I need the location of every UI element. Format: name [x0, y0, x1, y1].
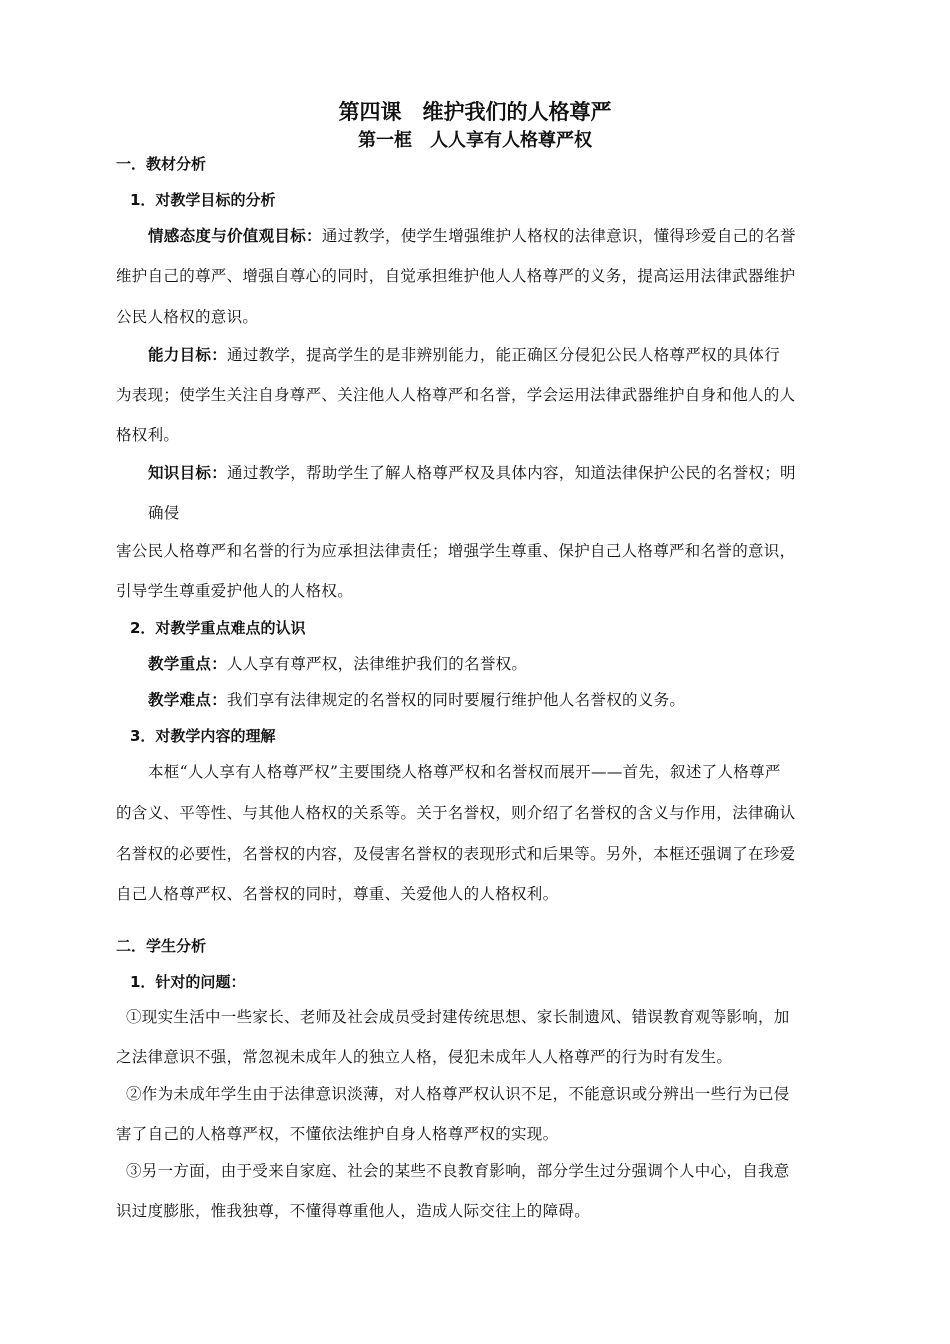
goal-knowledge-label: 知识目标：	[148, 464, 228, 482]
key-point-line	[148, 652, 527, 674]
difficulty-line	[148, 688, 685, 710]
issue-item-3: ③另一方面，由于受来自家庭、社会的某些不良教育影响，部分学生过分强调个人中心，自我意	[126, 1162, 790, 1180]
key-point-label: 教学重点：	[148, 655, 228, 673]
goal-knowledge-line	[148, 461, 796, 483]
paragraph-line: 的含义、平等性、与其他人格权的关系等。关于名誉权，则介绍了名誉权的含义与作用，法律确认	[116, 804, 796, 822]
goal-ability-label: 能力目标：	[148, 346, 228, 364]
subheading-content-understanding: 3．对教学内容的理解	[130, 727, 276, 745]
paragraph-line: 为表现；使学生关注自身尊严、关注他人人格尊严和名誉，学会运用法律武器维护自身和他人的人	[116, 386, 796, 404]
lesson-title: 第四课 维护我们的人格尊严	[338, 100, 612, 124]
paragraph-line: 格权利。	[116, 426, 180, 444]
section-heading-textbook-analysis: 一．教材分析	[116, 155, 207, 173]
goal-emotion-line	[148, 224, 796, 246]
issue-item-2: ②作为未成年学生由于法律意识淡薄，对人格尊严权认识不足，不能意识或分辨出一些行为已侵	[126, 1085, 790, 1103]
paragraph-line: 害公民人格尊严和名誉的行为应承担法律责任；增强学生尊重、保护自己人格尊严和名誉的意识，	[116, 542, 796, 560]
section-subtitle: 第一框 人人享有人格尊严权	[358, 130, 592, 151]
goal-knowledge-text: 通过教学，帮助学生了解人格尊严权及具体内容，知道法律保护公民的名誉权；明	[227, 464, 796, 482]
subheading-key-points: 2．对教学重点难点的认识	[130, 619, 306, 637]
goal-emotion-text: 通过教学，使学生增强维护人格权的法律意识，懂得珍爱自己的名誉	[321, 227, 796, 245]
section-heading-student-analysis: 二．学生分析	[116, 937, 207, 955]
paragraph-line: 害了自己的人格尊严权，不懂依法维护自身人格尊严权的实现。	[116, 1125, 559, 1143]
paragraph-line: 自己人格尊严权、名誉权的同时，尊重、关爱他人的人格权利。	[116, 885, 559, 903]
paragraph-line: 确侵	[148, 504, 180, 522]
subheading-teaching-goals: 1．对教学目标的分析	[130, 191, 276, 209]
subheading-issues: 1．针对的问题：	[130, 973, 246, 991]
paragraph-line: 名誉权的必要性，名誉权的内容，及侵害名誉权的表现形式和后果等。另外，本框还强调了在珍爱	[116, 845, 796, 863]
key-point-text: 人人享有尊严权，法律维护我们的名誉权。	[227, 655, 528, 673]
goal-emotion-label: 情感态度与价值观目标：	[148, 227, 322, 245]
paragraph-line: 引导学生尊重爱护他人的人格权。	[116, 582, 354, 600]
paragraph-line: 维护自己的尊严、增强自尊心的同时，自觉承担维护他人人格尊严的义务，提高运用法律武器维护	[116, 267, 796, 285]
goal-ability-line	[148, 343, 780, 365]
paragraph-line: 之法律意识不强，常忽视未成年人的独立人格，侵犯未成年人人格尊严的行为时有发生。	[116, 1048, 733, 1066]
paragraph-line: 公民人格权的意识。	[116, 308, 259, 326]
paragraph-line: 本框“人人享有人格尊严权”主要围绕人格尊严权和名誉权而展开——首先，叙述了人格尊严	[148, 763, 781, 781]
difficulty-text: 我们享有法律规定的名誉权的同时要履行维护他人名誉权的义务。	[227, 691, 686, 709]
issue-item-1: ①现实生活中一些家长、老师及社会成员受封建传统思想、家长制遗风、错误教育观等影响，加	[126, 1008, 790, 1026]
difficulty-label: 教学难点：	[148, 691, 228, 709]
goal-ability-text: 通过教学，提高学生的是非辨别能力，能正确区分侵犯公民人格尊严权的具体行	[227, 346, 781, 364]
paragraph-line: 识过度膨胀，惟我独尊，不懂得尊重他人，造成人际交往上的障碍。	[116, 1202, 591, 1220]
